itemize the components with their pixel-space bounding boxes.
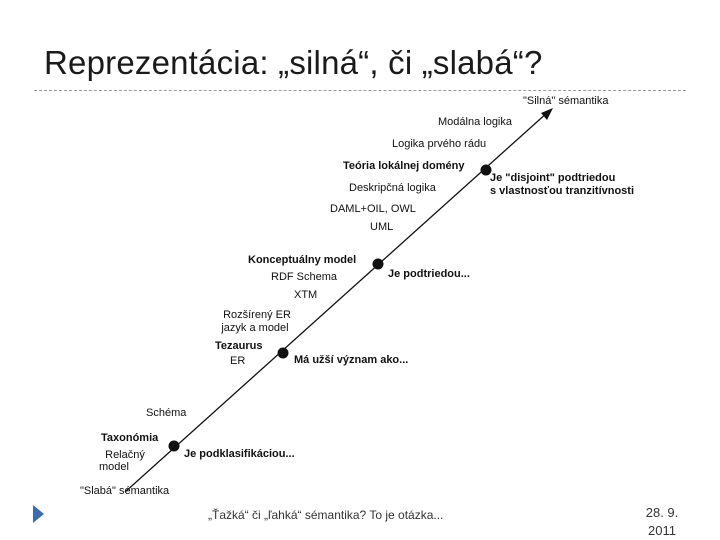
- label-model: model: [99, 461, 129, 473]
- label-rdf-schema: RDF Schema: [271, 271, 338, 283]
- label-relational: Relačný: [105, 449, 145, 461]
- relation-disjoint-line2: s vlastnosťou tranzitívnosti: [490, 185, 635, 197]
- label-schema: Schéma: [146, 407, 187, 419]
- footer-date-line1: 28. 9.: [645, 505, 679, 520]
- point-subclass: [169, 441, 180, 452]
- label-conceptual-model: Konceptuálny model: [248, 254, 357, 266]
- relation-disjoint-line1: Je "disjoint" podtriedou: [490, 172, 616, 184]
- label-description-logic: Deskripčná logika: [349, 182, 436, 194]
- axis-arrowhead: [541, 108, 553, 120]
- point-subtype: [373, 259, 384, 270]
- label-uml: UML: [370, 221, 394, 233]
- label-thesaurus: Tezaurus: [215, 340, 263, 352]
- footer-question: „Ťažká“ či „ľahká“ sémantika? To je otázka...: [208, 508, 444, 522]
- footer-date-line2: 2011: [648, 523, 676, 538]
- strong-semantics-label: "Silná" sémantika: [523, 95, 609, 107]
- relation-subclass: Je podklasifikáciou...: [184, 448, 295, 460]
- page-title: Reprezentácia: „silná“, či „slabá“?: [44, 44, 543, 81]
- label-xtm: XTM: [294, 289, 318, 301]
- label-daml-oil-owl: DAML+OIL, OWL: [330, 203, 416, 215]
- label-modal-logic: Modálna logika: [438, 116, 512, 128]
- point-narrower: [278, 348, 289, 359]
- footer-date: [632, 504, 692, 540]
- label-extended-er: Rozšírený ER: [223, 309, 291, 321]
- next-slide-arrow-icon[interactable]: [33, 505, 44, 523]
- label-er: ER: [230, 355, 246, 367]
- weak-semantics-label: "Slabá" sémantika: [80, 485, 170, 497]
- label-local-domain-theory: Teória lokálnej domény: [343, 160, 465, 172]
- relation-narrower: Má užší význam ako...: [294, 354, 409, 366]
- relation-disjoint: [490, 172, 634, 198]
- relation-subtype: Je podtriedou...: [388, 268, 470, 280]
- label-first-order-logic: Logika prvého rádu: [392, 138, 487, 150]
- label-language-model: jazyk a model: [221, 322, 289, 334]
- label-taxonomy: Taxonómia: [101, 432, 159, 444]
